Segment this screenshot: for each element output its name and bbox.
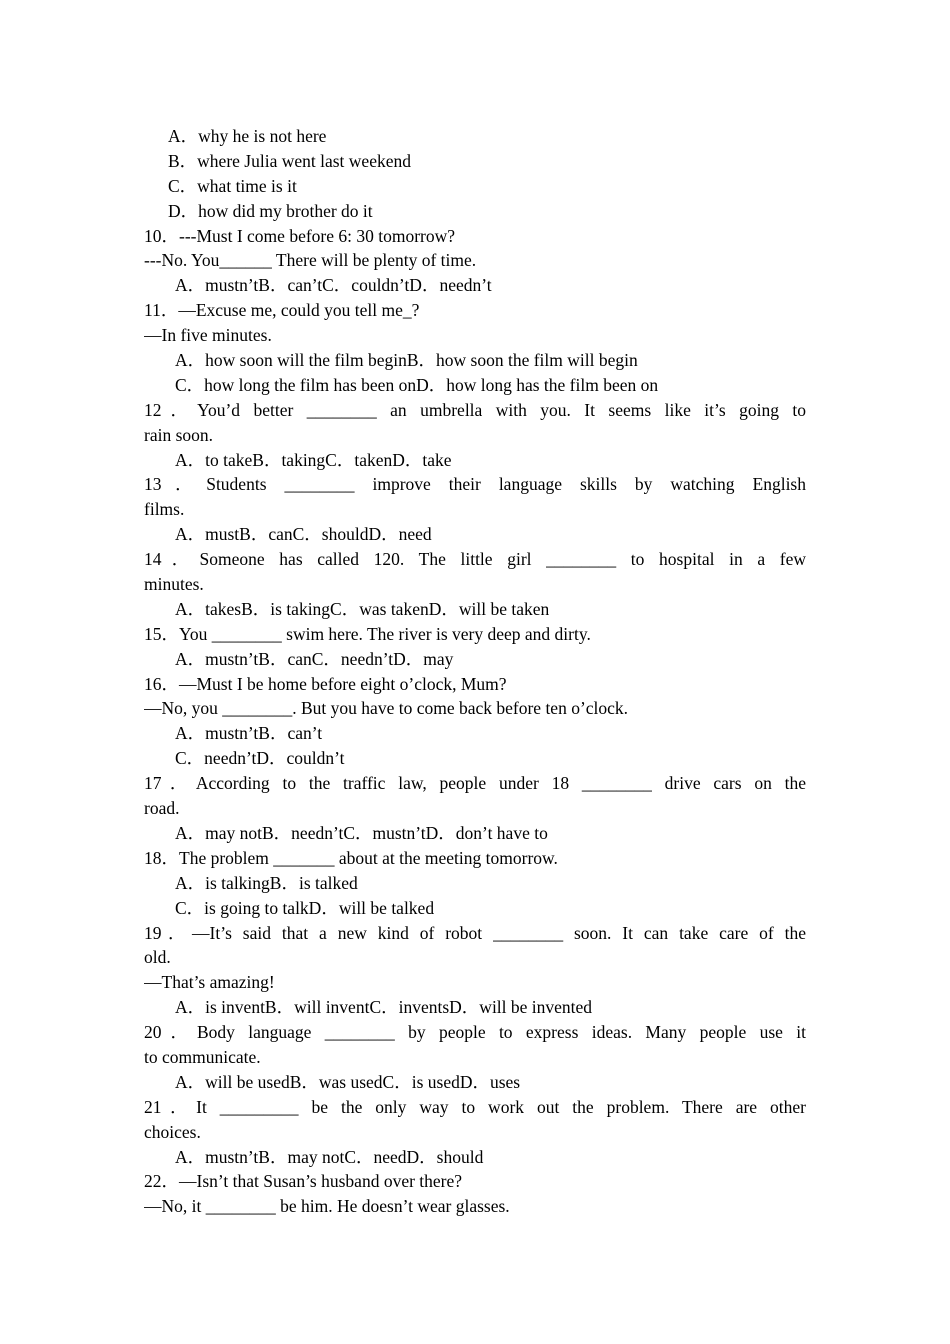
- answer-options-line: A．mustn’tB．may notC．needD．should: [175, 1146, 484, 1167]
- question-line: road.: [144, 798, 180, 819]
- answer-options-line: C．how long the film has been onD．how long has the film been on: [175, 374, 659, 395]
- question-line: films.: [144, 499, 185, 520]
- answer-option-line: A．why he is not here: [168, 126, 327, 146]
- question-line: —No, you ________. But you have to come back before ten o’clock.: [144, 698, 629, 719]
- answer-options-line: C．needn’tD．couldn’t: [175, 748, 345, 769]
- answer-options-line: A．mustn’tB．can’tC．couldn’tD．needn’t: [175, 275, 492, 296]
- answer-option-line: C．what time is it: [168, 175, 297, 196]
- question-line: 20．Body language ________ by people to express ideas. Many people use it: [144, 1022, 806, 1043]
- question-line: 11．—Excuse me, could you tell me_?: [144, 300, 420, 321]
- question-line: 10．---Must I come before 6: 30 tomorrow?: [144, 225, 456, 246]
- document-page: [144, 124, 806, 1219]
- question-line: choices.: [144, 1121, 201, 1142]
- question-line: —No, it ________ be him. He doesn’t wear glasses.: [144, 1196, 510, 1217]
- question-line: 21．It _________ be the only way to work out the problem. There are other: [144, 1096, 806, 1117]
- question-line: —That’s amazing!: [144, 972, 275, 993]
- question-line: 12．You’d better ________ an umbrella with you. It seems like it’s going to: [144, 399, 806, 420]
- question-line: 14．Someone has called 120. The little girl ________ to hospital in a few: [144, 549, 806, 570]
- question-line: ---No. You______ There will be plenty of time.: [144, 250, 477, 271]
- answer-options-line: A．how soon will the film beginB．how soon the film will begin: [175, 350, 638, 371]
- answer-options-line: A．mustn’tB．can’t: [175, 723, 323, 744]
- question-line: 18．The problem _______ about at the meeting tomorrow.: [144, 847, 558, 868]
- answer-options-line: A．is talkingB．is talked: [175, 872, 358, 893]
- question-line: old.: [144, 947, 171, 968]
- answer-options-line: A．is inventB．will inventC．inventsD．will be invented: [175, 997, 593, 1018]
- question-line: minutes.: [144, 574, 204, 595]
- answer-options-line: A．to takeB．takingC．takenD．take: [175, 449, 452, 470]
- question-line: —In five minutes.: [144, 325, 272, 346]
- question-line: 16．—Must I be home before eight o’clock, Mum?: [144, 673, 507, 694]
- answer-options-line: A．mustn’tB．canC．needn’tD．may: [175, 648, 454, 669]
- answer-option-line: D．how did my brother do it: [168, 200, 373, 221]
- answer-option-line: B．where Julia went last weekend: [168, 150, 411, 171]
- question-line: rain soon.: [144, 424, 214, 445]
- answer-options-line: A．mustB．canC．shouldD．need: [175, 524, 432, 545]
- question-line: 17．According to the traffic law, people under 18 ________ drive cars on the: [144, 773, 806, 794]
- question-line: to communicate.: [144, 1046, 261, 1067]
- question-line: 15．You ________ swim here. The river is very deep and dirty.: [144, 623, 591, 644]
- answer-options-line: A．will be usedB．was usedC．is usedD．uses: [175, 1071, 521, 1092]
- question-line: 19．—It’s said that a new kind of robot ________ soon. It can take care of the: [144, 922, 806, 943]
- question-line: 22．—Isn’t that Susan’s husband over there?: [144, 1171, 463, 1192]
- answer-options-line: C．is going to talkD．will be talked: [175, 897, 435, 918]
- answer-options-line: A．may notB．needn’tC．mustn’tD．don’t have to: [175, 822, 548, 843]
- answer-options-line: A．takesB．is takingC．was takenD．will be taken: [175, 598, 550, 619]
- question-line: 13．Students ________ improve their language skills by watching English: [144, 474, 806, 495]
